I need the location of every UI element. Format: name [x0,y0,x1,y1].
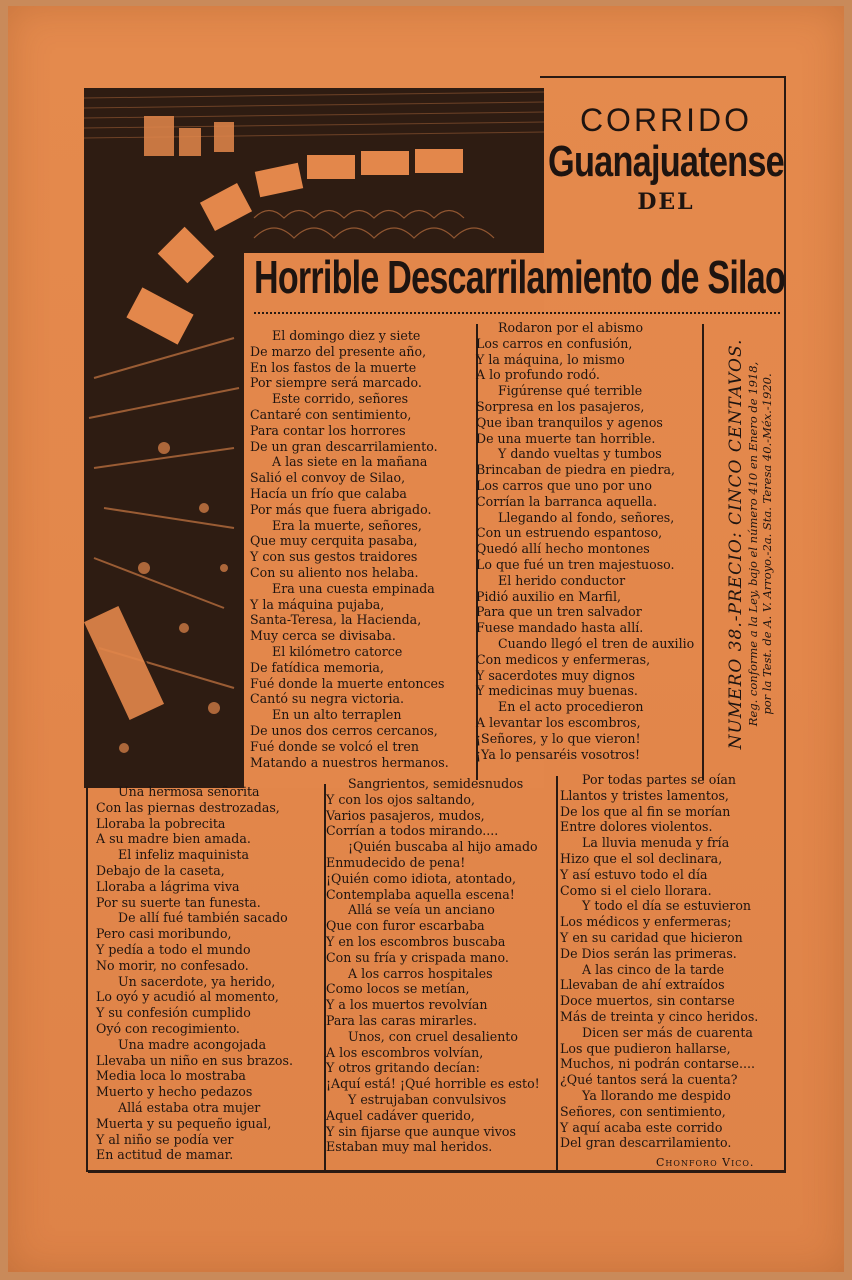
column-upper-left [250,328,449,770]
verse-line: Sangrientos, semidesnudos [348,776,524,791]
verse-line: Figúrense qué terrible [498,383,643,399]
verse-line: Lo que fué un tren majestuoso. [476,556,675,572]
verse-line: ¡Aquí está! ¡Qué horrible es esto! [326,1076,540,1092]
verse-line: A los escombros volvían, [326,1044,484,1060]
verse-line: De allí fué también sacado [118,910,288,926]
verse-line: Cuando llegó el tren de auxilio [498,635,695,651]
verse-line: Dicen ser más de cuarenta [582,1024,753,1040]
verse-line: Y sin fijarse que aunque vivos [326,1123,516,1139]
verse-line: El infeliz maquinista [118,847,249,863]
verse-line: Brincaban de piedra en piedra, [476,462,676,478]
verse-line: Allá se veía un anciano [348,902,495,918]
verse-line: Un sacerdote, ya herido, [118,973,276,989]
verse-line: Era la muerte, señores, [272,517,422,533]
publisher-line: por la Test. de A. V. Arroyo.-2a. Sta. Teresa 40.-Méx.-1920. [760,373,774,715]
verse-line: Para que un tren salvador [476,604,642,620]
verse-line: De una muerte tan horrible. [476,430,656,446]
verse-line: Debajo de la caseta, [96,862,225,878]
verse-line: Pidió auxilio en Marfil, [476,588,621,604]
verse-line: Y con sus gestos traidores [250,549,418,565]
title-guanajuatense: Guanajuatense [548,137,784,186]
verse-line: La lluvia menuda y fría [582,835,730,851]
verse-line: Allá estaba otra mujer [118,1099,261,1115]
broadside-sheet [8,6,844,1272]
verse-line: Los médicos y enfermeras; [560,914,732,930]
verse-line: A lo profundo rodó. [476,367,600,383]
verse-line: Estaban muy mal heridos. [326,1139,493,1155]
headline-underline [254,312,780,314]
verse-line: Y aquí acaba este corrido [560,1119,723,1135]
verse-line: Y así estuvo todo el día [560,866,708,882]
verse-line: Como locos se metían, [326,981,470,997]
verse-line: ¡Señores, y lo que vieron! [476,730,641,746]
verse-line: Con su aliento nos helaba. [250,564,419,580]
signature: Chonforo Vico. [656,1156,755,1169]
left-lower-rule [86,786,88,1172]
verse-line: Para las caras mirarles. [326,1012,477,1028]
verse-line: A los carros hospitales [348,965,493,981]
verse-line: De Dios serán las primeras. [560,945,737,961]
verse-line: Con las piernas destrozadas, [96,799,280,815]
verse-line: El herido conductor [498,572,626,588]
verse-line: Por más que fuera abrigado. [250,501,432,517]
verse-line: Y pedía a todo el mundo [96,941,251,957]
verse-line: Llantos y tristes lamentos, [560,787,729,803]
registration-line: Reg. conforme a la Ley, bajo el número 410 en Enero de 1918, [746,361,760,727]
headline: Horrible Descarrilamiento de Silao [254,251,786,303]
verse-line: A su madre bien amada. [96,831,251,847]
verse-line: Cantaré con sentimiento, [250,406,412,422]
verse-line: Unos, con cruel desaliento [348,1028,518,1044]
verse-line: Santa-Teresa, la Hacienda, [250,612,422,628]
column-lower-3 [560,772,758,1151]
column-lower-2 [326,776,540,1155]
column-lower-1 [96,784,293,1163]
verse-line: Oyó con recogimiento. [96,1020,240,1036]
verse-line: De un gran descarrilamiento. [250,438,438,454]
bottom-rule [88,1170,786,1173]
verse-line: Era una cuesta empinada [272,580,435,596]
verse-line: Matando a nuestros hermanos. [250,754,449,770]
verse-line: Llegando al fondo, señores, [498,509,675,525]
verse-line: Lloraba la pobrecita [96,815,226,831]
verse-line: Doce muertos, sin contarse [560,993,735,1009]
verse-line: No morir, no confesado. [96,957,249,973]
title-corrido: CORRIDO [579,102,753,138]
verse-line: Señores, con sentimiento, [560,1103,726,1119]
verse-line: De marzo del presente año, [250,343,427,359]
verse-line: ¡Quién buscaba al hijo amado [348,839,538,855]
verse-line: Con medicos y enfermeras, [476,651,651,667]
verse-line: Entre dolores violentos. [560,819,713,835]
side-divider [702,324,704,780]
verse-line: Varios pasajeros, mudos, [326,807,485,823]
verse-line: Y la máquina, lo mismo [476,351,625,367]
verse-line: Corrían a todos mirando.... [326,823,499,839]
verse-line: Que iban tranquilos y agenos [476,414,663,430]
verse-line: Cantó su negra victoria. [250,691,405,707]
title-block [546,84,786,244]
verse-line: Llevaba un niño en sus brazos. [96,1052,293,1068]
verse-line: Y en su caridad que hicieron [560,929,743,945]
verse-line: A las siete en la mañana [272,454,428,470]
verse-line: El domingo diez y siete [272,328,421,343]
verse-line: Muerto y hecho pedazos [96,1084,253,1100]
verse-line: Y sacerdotes muy dignos [476,667,635,683]
verse-line: Los que pudieron hallarse, [560,1040,731,1056]
verse-line: Hizo que el sol declinara, [560,850,723,866]
verse-line: Más de treinta y cinco heridos. [560,1008,759,1024]
verse-line: Por su suerte tan funesta. [96,894,261,910]
verse-line: En actitud de mamar. [96,1147,234,1163]
price-line: NUMERO 38.-PRECIO: CINCO CENTAVOS. [726,338,746,750]
verse-line: Sorpresa en los pasajeros, [476,398,645,414]
verse-line: Y otros gritando decían: [326,1060,480,1076]
verse-line: Muchos, ni podrán contarse.... [560,1056,755,1072]
verse-line: Que con furor escarbaba [326,918,485,934]
verse-line: Aquel cadáver querido, [326,1107,475,1123]
verse-line: Media loca lo mostraba [96,1068,246,1084]
verse-line: Y con los ojos saltando, [326,791,476,807]
verse-line: Salió el convoy de Silao, [250,470,406,486]
verse-line: De fatídica memoria, [250,659,384,675]
verse-line: Y estrujaban convulsivos [348,1091,507,1107]
verse-line: Corrían la barranca aquella. [476,493,657,509]
verse-line: Y la máquina pujaba, [250,596,385,612]
title-del: DEL [637,189,695,215]
verse-line: En un alto terraplen [272,707,402,723]
side-panel [710,324,790,764]
verse-line: En los fastos de la muerte [250,359,417,375]
top-rule [540,76,786,78]
lower-divider-2 [556,776,558,1170]
verse-line: Y en los escombros buscaba [326,933,506,949]
verse-line: ¡Quién como idiota, atontado, [326,870,517,886]
verse-line: Este corrido, señores [272,391,409,407]
verse-line: A levantar los escombros, [476,714,641,730]
verse-line: Para contar los horrores [250,422,406,438]
verse-line: Con un estruendo espantoso, [476,525,663,541]
verse-line: Pero casi moribundo, [96,926,232,942]
verse-line: Y su confesión cumplido [96,1005,251,1021]
verse-line: Ya llorando me despido [582,1087,731,1103]
verse-line: Fué donde la muerte entonces [250,675,445,691]
verse-line: Los carros en confusión, [476,335,633,351]
verse-line: Y a los muertos revolvían [326,997,488,1013]
verse-line: En el acto procedieron [498,699,644,715]
verse-line: Fuese mandado hasta allí. [476,620,644,636]
verse-line: ¿Qué tantos será la cuenta? [560,1072,738,1088]
verse-line: A las cinco de la tarde [582,961,725,977]
verse-line: Y dando vueltas y tumbos [498,446,662,462]
verse-line: Muy cerca se divisaba. [250,628,396,644]
verse-line: Enmudecido de pena! [326,854,466,870]
verse-line: Y al niño se podía ver [96,1131,234,1147]
verse-line: Por todas partes se oían [582,772,736,787]
verse-line: Como si el cielo llorara. [560,882,712,898]
verse-line: ¡Ya lo pensaréis vosotros! [476,746,641,762]
verse-line: Y todo el día se estuvieron [582,898,752,914]
verse-line: Quedó allí hecho montones [476,541,650,557]
verse-line: Rodaron por el abismo [498,320,644,335]
verse-line: De unos dos cerros cercanos, [250,722,438,738]
verse-line: Con su fría y crispada mano. [326,949,509,965]
verse-line: Muerta y su pequeño igual, [96,1115,272,1131]
verse-line: Los carros que uno por uno [476,477,652,493]
verse-line: Por siempre será marcado. [250,375,422,391]
verse-line: Una hermosa señorita [118,784,260,799]
verse-line: El kilómetro catorce [272,643,403,659]
column-upper-right [476,320,694,762]
verse-line: De los que al fin se morían [560,803,731,819]
verse-line: Contemplaba aquella escena! [326,886,515,902]
verse-line: Del gran descarrilamiento. [560,1135,732,1151]
verse-line: Y medicinas muy buenas. [476,683,638,699]
verse-line: Llevaban de ahí extraídos [560,977,725,993]
verse-line: Hacía un frío que calaba [250,485,407,501]
verse-line: Lo oyó y acudió al momento, [96,989,279,1005]
verse-line: Que muy cerquita pasaba, [250,533,418,549]
verse-line: Una madre acongojada [118,1036,267,1052]
verse-line: Lloraba a lágrima viva [96,878,240,894]
verse-line: Fué donde se volcó el tren [250,738,419,754]
